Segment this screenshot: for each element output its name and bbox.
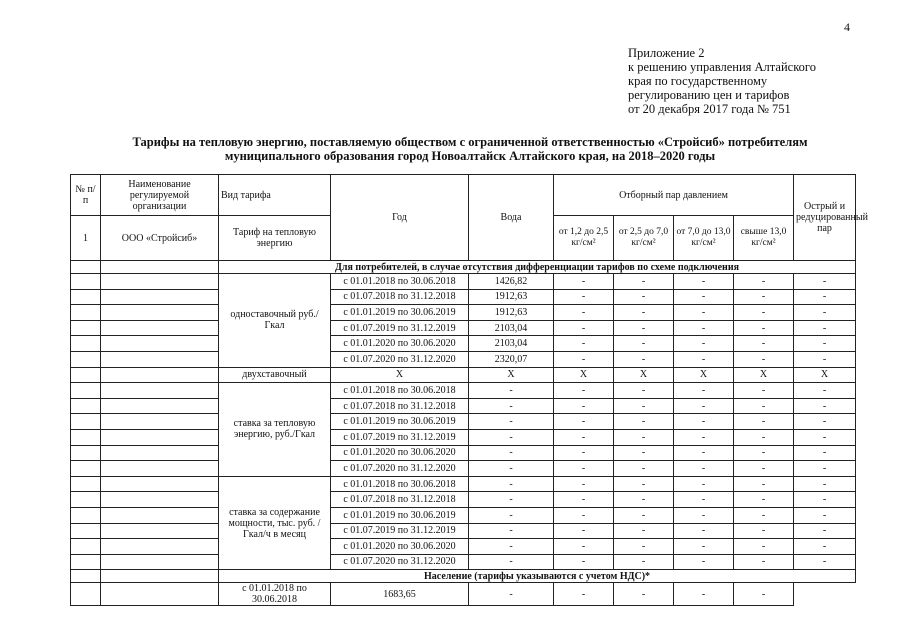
empty-cell (101, 507, 219, 523)
steam-cell: - (614, 523, 674, 539)
empty-cell (71, 507, 101, 523)
steam-cell: - (674, 539, 734, 555)
header-sharp-steam: Острый и редуцированный пар (794, 175, 856, 261)
empty-cell (71, 583, 101, 606)
water-cell: - (469, 539, 554, 555)
empty-cell (71, 336, 101, 352)
table-row (71, 398, 856, 414)
steam-cell: - (734, 523, 794, 539)
steam-cell: - (734, 414, 794, 430)
steam-cell: - (794, 336, 856, 352)
steam-cell: - (794, 351, 856, 367)
steam-cell: - (734, 289, 794, 305)
header-num: № п/п (71, 175, 101, 216)
steam-cell: - (674, 476, 734, 492)
title-line: Тарифы на тепловую энергию, поставляемую обществом с ограниченной ответственностью «Стройсиб» потребителям (132, 135, 808, 149)
tariff-group-label: одноставочный руб./Гкал (219, 274, 331, 368)
steam-cell: - (554, 414, 614, 430)
appendix-block (628, 46, 816, 116)
empty-cell (101, 445, 219, 461)
steam-cell: - (614, 398, 674, 414)
title-line: муниципального образования город Новоалтайск Алтайского края, на 2018–2020 годы (224, 149, 716, 163)
steam-cell: - (674, 398, 734, 414)
x-cell: X (331, 367, 469, 383)
steam-cell: - (794, 289, 856, 305)
period-cell: с 01.07.2019 по 31.12.2019 (331, 523, 469, 539)
empty-cell (71, 289, 101, 305)
empty-cell (71, 476, 101, 492)
empty-cell (71, 492, 101, 508)
x-cell: X (674, 367, 734, 383)
steam-cell: - (469, 583, 554, 606)
table-row (71, 445, 856, 461)
empty-cell (101, 539, 219, 555)
empty-cell (101, 367, 219, 383)
header-pressure-4: свыше 13,0 кг/см² (734, 216, 794, 261)
steam-cell: - (554, 429, 614, 445)
x-cell: X (614, 367, 674, 383)
steam-cell: - (794, 476, 856, 492)
steam-cell: - (794, 305, 856, 321)
period-cell: с 01.01.2020 по 30.06.2020 (331, 539, 469, 555)
header-selected-steam: Отборный пар давлением (554, 175, 794, 216)
period-cell: с 01.01.2019 по 30.06.2019 (331, 507, 469, 523)
empty-cell (101, 523, 219, 539)
empty-cell (101, 583, 219, 606)
steam-cell: - (554, 336, 614, 352)
water-cell: 1912,63 (469, 305, 554, 321)
period-cell: с 01.07.2018 по 31.12.2018 (331, 289, 469, 305)
steam-cell: - (794, 414, 856, 430)
empty-cell (101, 305, 219, 321)
x-cell: X (554, 367, 614, 383)
table-row (71, 429, 856, 445)
steam-cell: - (554, 320, 614, 336)
tariff-group-label: двухставочный (219, 367, 331, 383)
steam-cell: - (554, 476, 614, 492)
steam-cell: - (554, 289, 614, 305)
water-cell: 2103,04 (469, 336, 554, 352)
steam-cell: - (794, 274, 856, 290)
steam-cell: - (614, 583, 674, 606)
steam-cell: - (734, 336, 794, 352)
water-cell: - (469, 476, 554, 492)
steam-cell: - (674, 523, 734, 539)
appendix-line: края по государственному (628, 74, 768, 88)
table-row (71, 554, 856, 570)
steam-cell: - (734, 383, 794, 399)
empty-cell (101, 461, 219, 477)
water-cell: - (469, 445, 554, 461)
steam-cell: - (734, 507, 794, 523)
water-cell: - (469, 383, 554, 399)
period-cell: с 01.01.2018 по 30.06.2018 (331, 383, 469, 399)
x-cell: X (469, 367, 554, 383)
table-row (71, 289, 856, 305)
empty-cell (101, 261, 219, 274)
steam-cell: - (734, 583, 794, 606)
period-cell: с 01.07.2019 по 31.12.2019 (331, 429, 469, 445)
steam-cell: - (554, 523, 614, 539)
period-cell: с 01.01.2019 по 30.06.2019 (331, 305, 469, 321)
water-cell: - (469, 554, 554, 570)
steam-cell: - (794, 445, 856, 461)
page-number: 4 (844, 20, 850, 34)
water-cell: 1426,82 (469, 274, 554, 290)
steam-cell: - (734, 445, 794, 461)
header-year: Год (331, 175, 469, 261)
period-cell: с 01.07.2020 по 31.12.2020 (331, 461, 469, 477)
steam-cell: - (674, 429, 734, 445)
steam-cell: - (614, 445, 674, 461)
empty-cell (101, 492, 219, 508)
steam-cell: - (674, 351, 734, 367)
empty-cell (71, 351, 101, 367)
water-cell: - (469, 398, 554, 414)
steam-cell: - (794, 539, 856, 555)
steam-cell: - (734, 398, 794, 414)
steam-cell: - (554, 554, 614, 570)
table-row (71, 492, 856, 508)
steam-cell: - (674, 492, 734, 508)
steam-cell: - (674, 274, 734, 290)
empty-cell (101, 414, 219, 430)
steam-cell: - (794, 429, 856, 445)
section-title: Население (тарифы указываются с учетом НДС)* (219, 570, 856, 583)
section-row (71, 261, 856, 274)
header-pressure-2: от 2,5 до 7,0 кг/см² (614, 216, 674, 261)
empty-cell (101, 383, 219, 399)
period-cell: с 01.07.2020 по 31.12.2020 (331, 351, 469, 367)
steam-cell: - (794, 320, 856, 336)
empty-cell (71, 414, 101, 430)
water-cell: - (469, 429, 554, 445)
steam-cell: - (614, 507, 674, 523)
water-cell: 2320,07 (469, 351, 554, 367)
empty-cell (101, 570, 219, 583)
steam-cell: - (674, 305, 734, 321)
tariff-table (70, 174, 868, 606)
steam-cell: - (614, 336, 674, 352)
section-row (71, 570, 856, 583)
empty-cell (101, 320, 219, 336)
steam-cell: - (734, 554, 794, 570)
appendix-line: Приложение 2 (628, 46, 705, 60)
steam-cell: - (554, 583, 614, 606)
empty-cell (71, 445, 101, 461)
steam-cell: - (674, 289, 734, 305)
steam-cell: - (794, 461, 856, 477)
steam-cell: - (674, 554, 734, 570)
steam-cell: - (734, 320, 794, 336)
table-row (71, 320, 856, 336)
steam-cell: - (674, 414, 734, 430)
org-num: 1 (71, 216, 101, 261)
steam-cell: - (554, 507, 614, 523)
header-tariff-type: Вид тарифа (219, 175, 331, 216)
water-cell: - (469, 414, 554, 430)
steam-cell: - (614, 351, 674, 367)
steam-cell: - (554, 305, 614, 321)
period-cell: с 01.07.2018 по 31.12.2018 (331, 492, 469, 508)
steam-cell: - (674, 461, 734, 477)
steam-cell: - (734, 492, 794, 508)
empty-cell (101, 398, 219, 414)
table-row (71, 336, 856, 352)
steam-cell: - (734, 429, 794, 445)
empty-cell (101, 429, 219, 445)
steam-cell: - (614, 554, 674, 570)
period-cell: с 01.07.2020 по 31.12.2020 (331, 554, 469, 570)
org-name: ООО «Стройсиб» (101, 216, 219, 261)
table-row (71, 383, 856, 399)
empty-cell (71, 320, 101, 336)
empty-cell (71, 274, 101, 290)
period-cell: с 01.07.2018 по 31.12.2018 (331, 398, 469, 414)
table-row (71, 351, 856, 367)
water-cell: 1683,65 (331, 583, 469, 606)
steam-cell: - (554, 351, 614, 367)
empty-cell (71, 523, 101, 539)
table-row (71, 507, 856, 523)
steam-cell: - (554, 398, 614, 414)
water-cell: - (469, 523, 554, 539)
empty-cell (71, 305, 101, 321)
steam-cell: - (614, 274, 674, 290)
water-cell: 1912,63 (469, 289, 554, 305)
steam-cell: - (734, 539, 794, 555)
header-pressure-1: от 1,2 до 2,5 кг/см² (554, 216, 614, 261)
document-title (60, 135, 880, 163)
table-row (71, 476, 856, 492)
water-cell: - (469, 507, 554, 523)
org-tariff: Тариф на тепловую энергию (219, 216, 331, 261)
tariff-group-label: ставка за содержание мощности, тыс. руб. /Гкал/ч в месяц (219, 476, 331, 570)
empty-cell (71, 398, 101, 414)
steam-cell: - (794, 554, 856, 570)
steam-cell: - (794, 507, 856, 523)
table-row (71, 583, 856, 606)
period-cell: с 01.01.2019 по 30.06.2019 (331, 414, 469, 430)
tariff-group-label: ставка за тепловую энергию, руб./Гкал (219, 383, 331, 477)
steam-cell: - (614, 429, 674, 445)
appendix-line: к решению управления Алтайского (628, 60, 816, 74)
steam-cell: - (734, 305, 794, 321)
x-cell: X (734, 367, 794, 383)
empty-cell (71, 367, 101, 383)
water-cell: 2103,04 (469, 320, 554, 336)
empty-cell (101, 289, 219, 305)
steam-cell: - (554, 445, 614, 461)
steam-cell: - (794, 398, 856, 414)
empty-cell (101, 351, 219, 367)
empty-cell (71, 383, 101, 399)
period-cell: с 01.01.2020 по 30.06.2020 (331, 336, 469, 352)
steam-cell: - (794, 383, 856, 399)
steam-cell: - (674, 320, 734, 336)
header-water: Вода (469, 175, 554, 261)
empty-cell (71, 554, 101, 570)
empty-cell (101, 476, 219, 492)
steam-cell: - (554, 539, 614, 555)
steam-cell: - (614, 383, 674, 399)
steam-cell: - (614, 320, 674, 336)
steam-cell: - (554, 383, 614, 399)
table-row (71, 461, 856, 477)
table-row (71, 274, 856, 290)
empty-cell (71, 539, 101, 555)
steam-cell: - (614, 539, 674, 555)
steam-cell: - (674, 507, 734, 523)
empty-cell (101, 554, 219, 570)
period-cell: с 01.01.2018 по 30.06.2018 (331, 274, 469, 290)
water-cell: - (469, 461, 554, 477)
period-cell: с 01.01.2018 по 30.06.2018 (219, 583, 331, 606)
steam-cell: - (614, 305, 674, 321)
period-cell: с 01.01.2018 по 30.06.2018 (331, 476, 469, 492)
steam-cell: - (554, 461, 614, 477)
steam-cell: - (674, 336, 734, 352)
empty-cell (71, 570, 101, 583)
steam-cell: - (734, 461, 794, 477)
water-cell: - (469, 492, 554, 508)
empty-cell (71, 429, 101, 445)
empty-cell (101, 274, 219, 290)
table-row (71, 305, 856, 321)
header-org-name: Наименование регулируемой организации (101, 175, 219, 216)
steam-cell: - (614, 492, 674, 508)
table-row (71, 414, 856, 430)
steam-cell: - (794, 492, 856, 508)
table-row (71, 367, 856, 383)
section-title: Для потребителей, в случае отсутствия дифференциации тарифов по схеме подключения (219, 261, 856, 274)
period-cell: с 01.01.2020 по 30.06.2020 (331, 445, 469, 461)
steam-cell: - (554, 274, 614, 290)
steam-cell: - (554, 492, 614, 508)
steam-cell: - (734, 476, 794, 492)
steam-cell: - (674, 583, 734, 606)
steam-cell: - (674, 445, 734, 461)
appendix-line: от 20 декабря 2017 года № 751 (628, 102, 791, 116)
steam-cell: - (674, 383, 734, 399)
empty-cell (101, 336, 219, 352)
steam-cell: - (614, 289, 674, 305)
steam-cell: - (614, 461, 674, 477)
table-row (71, 523, 856, 539)
period-cell: с 01.07.2019 по 31.12.2019 (331, 320, 469, 336)
steam-cell: - (614, 476, 674, 492)
header-pressure-3: от 7,0 до 13,0 кг/см² (674, 216, 734, 261)
table-row (71, 539, 856, 555)
empty-cell (71, 261, 101, 274)
x-cell: X (794, 367, 856, 383)
steam-cell: - (794, 523, 856, 539)
steam-cell: - (614, 414, 674, 430)
steam-cell: - (734, 351, 794, 367)
empty-cell (71, 461, 101, 477)
steam-cell: - (734, 274, 794, 290)
appendix-line: регулированию цен и тарифов (628, 88, 790, 102)
